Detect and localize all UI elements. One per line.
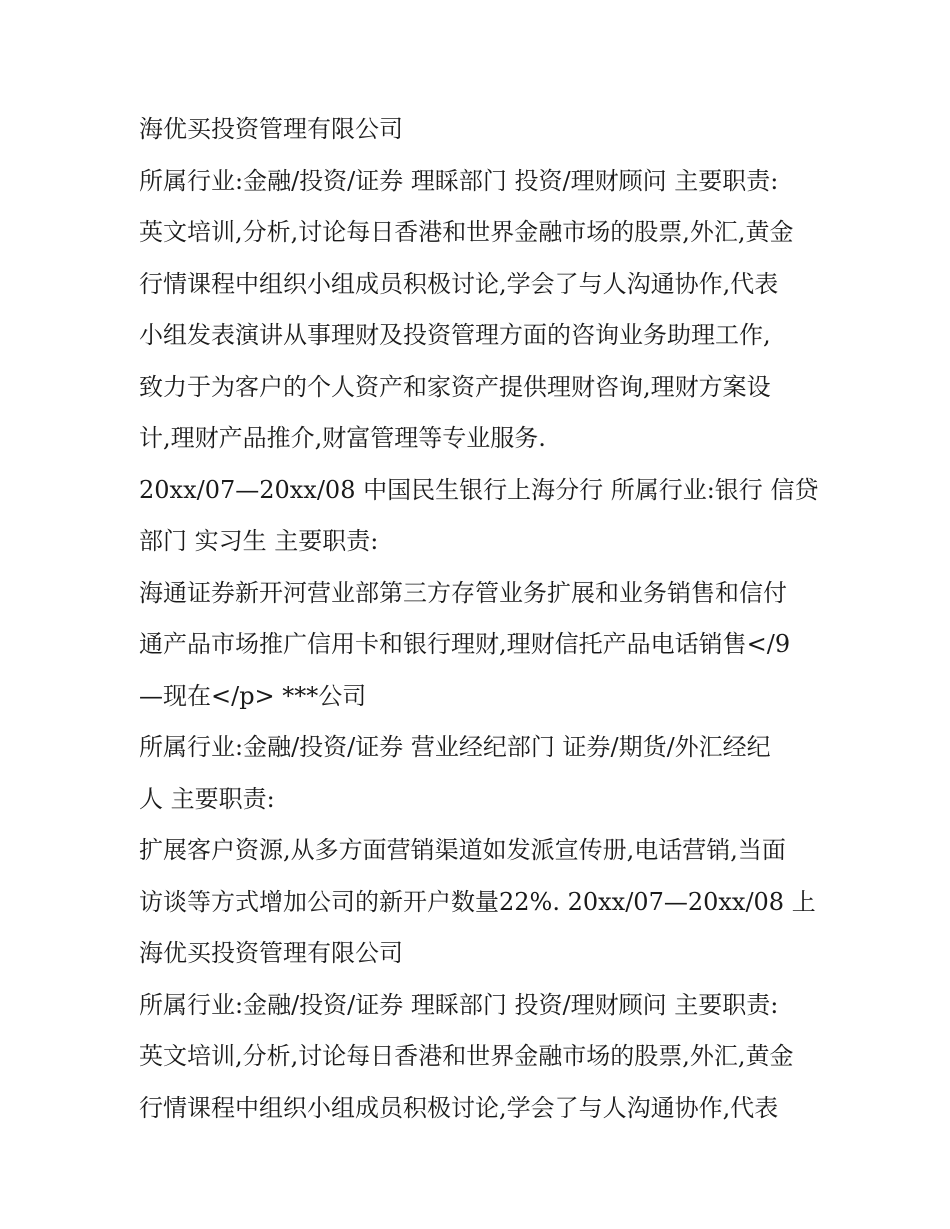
text-line: 计,理财产品推介,财富管理等专业服务.: [139, 424, 546, 452]
document-body: [139, 108, 819, 1138]
text-line: 致力于为客户的个人资产和家资产提供理财咨询,理财方案设: [139, 372, 771, 401]
text-line: 所属行业:金融/投资/证券 理睬部门 投资/理财顾问 主要职责:: [139, 166, 779, 195]
text-line: 所属行业:金融/投资/证券 营业经纪部门 证券/期货/外汇经纪: [139, 733, 771, 761]
text-line: 小组发表演讲从事理财及投资管理方面的咨询业务助理工作,: [139, 321, 771, 349]
text-line: 行情课程中组织小组成员积极讨论,学会了与人沟通协作,代表: [139, 1093, 779, 1122]
text-line: 人 主要职责:: [139, 784, 275, 813]
text-line: 英文培训,分析,讨论每日香港和世界金融市场的股票,外汇,黄金: [139, 1042, 794, 1070]
text-line: 访谈等方式增加公司的新开户数量22%. 20xx/07—20xx/08 上: [139, 887, 816, 916]
text-line: 部门 实习生 主要职责:: [139, 527, 379, 555]
text-line: 20xx/07—20xx/08 中国民生银行上海分行 所属行业:银行 信贷: [139, 475, 819, 504]
text-line: 英文培训,分析,讨论每日香港和世界金融市场的股票,外汇,黄金: [139, 218, 794, 246]
text-line: —现在</p> ***公司: [139, 681, 367, 710]
text-line: 海通证券新开河营业部第三方存管业务扩展和业务销售和信付: [139, 578, 787, 607]
text-line: 扩展客户资源,从多方面营销渠道如发派宣传册,电话营销,当面: [139, 836, 786, 864]
text-line: 行情课程中组织小组成员积极讨论,学会了与人沟通协作,代表: [139, 269, 779, 298]
text-line: 海优买投资管理有限公司: [139, 939, 403, 967]
text-line: 所属行业:金融/投资/证券 理睬部门 投资/理财顾问 主要职责:: [139, 990, 779, 1019]
text-line: 海优买投资管理有限公司: [139, 115, 403, 143]
text-line: 通产品市场推广信用卡和银行理财,理财信托产品电话销售</9: [139, 630, 791, 658]
